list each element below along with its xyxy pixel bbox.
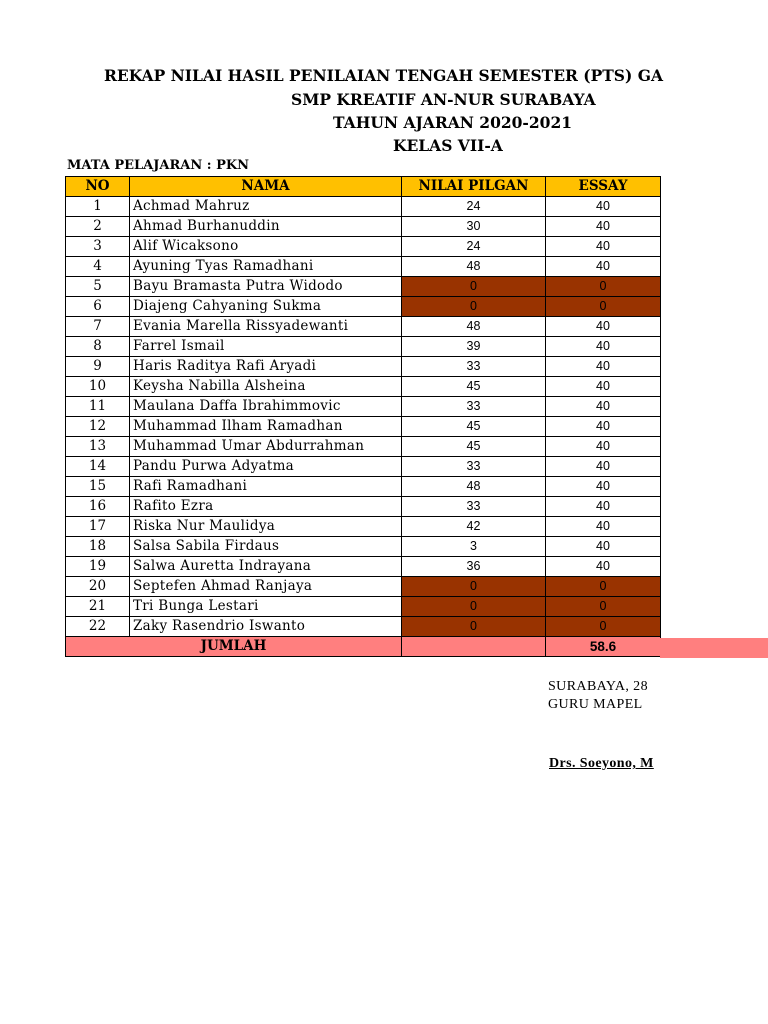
table-row: [66, 317, 661, 337]
row-essay: 40: [546, 537, 661, 557]
row-essay: 40: [546, 197, 661, 217]
row-essay: 40: [546, 477, 661, 497]
table-row: [66, 417, 661, 437]
row-essay: 40: [546, 217, 661, 237]
row-pilgan: 36: [402, 557, 546, 577]
total-row: [66, 637, 661, 657]
row-no: 12: [66, 417, 130, 437]
total-label: JUMLAH: [66, 637, 402, 657]
row-no: 19: [66, 557, 130, 577]
row-no: 18: [66, 537, 130, 557]
table-row: [66, 477, 661, 497]
table-row: [66, 357, 661, 377]
row-no: 22: [66, 617, 130, 637]
row-no: 4: [66, 257, 130, 277]
school-name: SMP KREATIF AN-NUR SURABAYA: [291, 90, 596, 109]
row-no: 7: [66, 317, 130, 337]
table-row: [66, 597, 661, 617]
row-no: 6: [66, 297, 130, 317]
table-row: [66, 557, 661, 577]
row-pilgan: 33: [402, 497, 546, 517]
row-essay: 40: [546, 457, 661, 477]
table-row: [66, 497, 661, 517]
table-row: [66, 217, 661, 237]
row-pilgan: 45: [402, 437, 546, 457]
row-essay: 40: [546, 237, 661, 257]
row-pilgan: 45: [402, 377, 546, 397]
row-name: Bayu Bramasta Putra Widodo: [130, 277, 402, 297]
subject-label: MATA PELAJARAN : PKN: [67, 158, 250, 173]
row-name: Evania Marella Rissyadewanti: [130, 317, 402, 337]
row-name: Maulana Daffa Ibrahimmovic: [130, 397, 402, 417]
row-pilgan: 33: [402, 397, 546, 417]
row-no: 14: [66, 457, 130, 477]
table-row: [66, 377, 661, 397]
row-pilgan: 48: [402, 317, 546, 337]
row-name: Tri Bunga Lestari: [130, 597, 402, 617]
row-pilgan: 0: [402, 597, 546, 617]
row-essay: 40: [546, 397, 661, 417]
row-no: 17: [66, 517, 130, 537]
report-title: REKAP NILAI HASIL PENILAIAN TENGAH SEMESTER (PTS) GA: [104, 66, 663, 85]
table-row: [66, 397, 661, 417]
row-pilgan: 0: [402, 297, 546, 317]
row-essay: 0: [546, 277, 661, 297]
table-header-row: [66, 177, 661, 197]
row-no: 13: [66, 437, 130, 457]
row-no: 9: [66, 357, 130, 377]
row-essay: 40: [546, 357, 661, 377]
row-name: Pandu Purwa Adyatma: [130, 457, 402, 477]
row-name: Farrel Ismail: [130, 337, 402, 357]
total-value: 58.6: [546, 637, 661, 657]
signature-place-date: SURABAYA, 28: [548, 679, 648, 694]
class-name: KELAS VII-A: [393, 136, 503, 155]
row-pilgan: 45: [402, 417, 546, 437]
signature-name: Drs. Soeyono, M: [549, 756, 654, 771]
row-essay: 40: [546, 557, 661, 577]
total-empty-cell: [402, 637, 546, 657]
row-essay: 40: [546, 417, 661, 437]
row-essay: 40: [546, 317, 661, 337]
row-pilgan: 24: [402, 197, 546, 217]
table-row: [66, 617, 661, 637]
row-pilgan: 33: [402, 357, 546, 377]
row-name: Muhammad Ilham Ramadhan: [130, 417, 402, 437]
row-no: 3: [66, 237, 130, 257]
row-no: 5: [66, 277, 130, 297]
table-row: [66, 197, 661, 217]
row-no: 16: [66, 497, 130, 517]
table-row: [66, 337, 661, 357]
table-row: [66, 297, 661, 317]
row-essay: 40: [546, 337, 661, 357]
row-essay: 0: [546, 597, 661, 617]
row-pilgan: 39: [402, 337, 546, 357]
row-name: Rafito Ezra: [130, 497, 402, 517]
table-row: [66, 457, 661, 477]
row-no: 2: [66, 217, 130, 237]
total-row-extension: [660, 638, 768, 658]
table-row: [66, 257, 661, 277]
signature-role: GURU MAPEL: [548, 697, 643, 712]
row-no: 10: [66, 377, 130, 397]
row-no: 1: [66, 197, 130, 217]
row-pilgan: 30: [402, 217, 546, 237]
row-no: 20: [66, 577, 130, 597]
row-name: Salsa Sabila Firdaus: [130, 537, 402, 557]
row-name: Keysha Nabilla Alsheina: [130, 377, 402, 397]
row-name: Ahmad Burhanuddin: [130, 217, 402, 237]
row-name: Septefen Ahmad Ranjaya: [130, 577, 402, 597]
row-name: Alif Wicaksono: [130, 237, 402, 257]
row-pilgan: 0: [402, 277, 546, 297]
table-row: [66, 437, 661, 457]
row-essay: 0: [546, 297, 661, 317]
row-essay: 40: [546, 437, 661, 457]
row-essay: 0: [546, 617, 661, 637]
row-pilgan: 0: [402, 577, 546, 597]
table-row: [66, 537, 661, 557]
grades-table: [65, 176, 661, 657]
row-name: Zaky Rasendrio Iswanto: [130, 617, 402, 637]
row-essay: 40: [546, 377, 661, 397]
row-name: Salwa Auretta Indrayana: [130, 557, 402, 577]
row-essay: 40: [546, 257, 661, 277]
row-name: Ayuning Tyas Ramadhani: [130, 257, 402, 277]
row-pilgan: 33: [402, 457, 546, 477]
row-no: 21: [66, 597, 130, 617]
row-pilgan: 0: [402, 617, 546, 637]
row-pilgan: 3: [402, 537, 546, 557]
row-essay: 40: [546, 497, 661, 517]
row-no: 8: [66, 337, 130, 357]
row-pilgan: 48: [402, 257, 546, 277]
row-name: Rafi Ramadhani: [130, 477, 402, 497]
row-essay: 0: [546, 577, 661, 597]
row-pilgan: 48: [402, 477, 546, 497]
row-name: Achmad Mahruz: [130, 197, 402, 217]
column-header-name: NAMA: [130, 177, 402, 197]
row-name: Diajeng Cahyaning Sukma: [130, 297, 402, 317]
table-row: [66, 237, 661, 257]
row-name: Riska Nur Maulidya: [130, 517, 402, 537]
academic-year: TAHUN AJARAN 2020-2021: [333, 113, 573, 132]
row-essay: 40: [546, 517, 661, 537]
row-pilgan: 24: [402, 237, 546, 257]
column-header-essay: ESSAY: [546, 177, 661, 197]
table-row: [66, 517, 661, 537]
row-pilgan: 42: [402, 517, 546, 537]
row-name: Muhammad Umar Abdurrahman: [130, 437, 402, 457]
row-name: Haris Raditya Rafi Aryadi: [130, 357, 402, 377]
column-header-pilgan: NILAI PILGAN: [402, 177, 546, 197]
row-no: 15: [66, 477, 130, 497]
table-row: [66, 277, 661, 297]
row-no: 11: [66, 397, 130, 417]
column-header-no: NO: [66, 177, 130, 197]
table-row: [66, 577, 661, 597]
